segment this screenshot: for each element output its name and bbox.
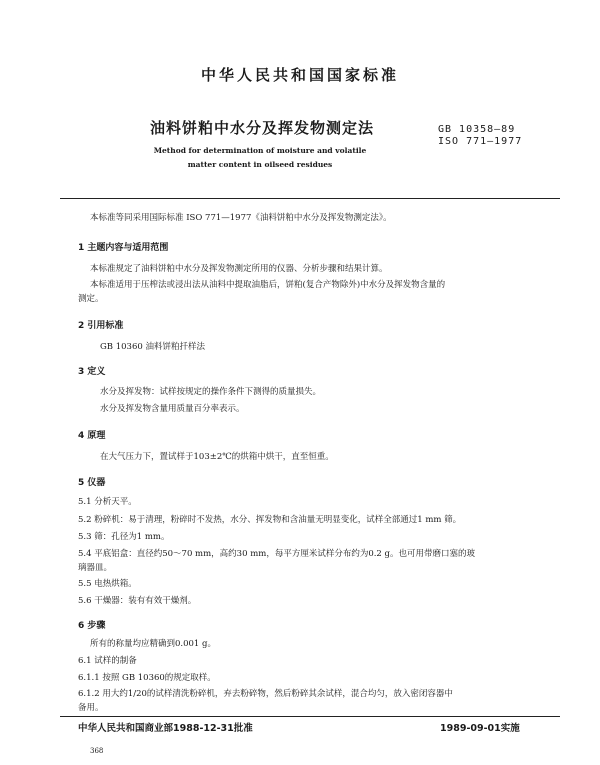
section-3-heading: 3 定义 — [78, 367, 106, 377]
section-4-heading: 4 原理 — [78, 431, 106, 441]
intro-paragraph: 本标准等同采用国际标准 ISO 771—1977《油料饼粕中水分及挥发物测定法》。 — [90, 213, 392, 223]
standard-title: 油料饼粕中水分及挥发物测定法 — [150, 119, 375, 137]
section-2-reference: GB 10360 油料饼粕扦样法 — [100, 342, 205, 352]
section-5-heading: 5 仪器 — [78, 478, 106, 488]
page-number: 368 — [90, 747, 104, 755]
section-6-para-1: 所有的称量均应精确到0.001 g。 — [90, 639, 216, 649]
section-5-item-2: 5.2 粉碎机：易于清理，粉碎时不发热，水分、挥发物和含油量无明显变化，试样全部通过1 mm 筛。 — [78, 515, 462, 525]
iso-number: ISO 771—1977 — [438, 136, 523, 147]
implementation-date: 1989-09-01实施 — [440, 723, 520, 734]
section-5-item-6: 5.6 干燥器：装有有效干燥剂。 — [78, 596, 197, 606]
section-6-1-2b: 备用。 — [78, 703, 104, 713]
section-6-1-heading: 6.1 试样的制备 — [78, 656, 137, 666]
section-3-para-2: 水分及挥发物含量用质量百分率表示。 — [100, 404, 245, 414]
section-1-heading: 1 主题内容与适用范围 — [78, 243, 169, 253]
gb-number: GB 10358—89 — [438, 124, 516, 135]
section-6-1-1: 6.1.1 按照 GB 10360的规定取样。 — [78, 673, 216, 683]
national-standard-heading: 中华人民共和国国家标准 — [200, 66, 399, 84]
section-1-para-2b: 测定。 — [78, 294, 104, 304]
approval-date: 中华人民共和国商业部1988-12-31批准 — [78, 723, 253, 734]
section-4-para-1: 在大气压力下，置试样于103±2℃的烘箱中烘干，直至恒重。 — [100, 452, 334, 462]
section-5-item-4-cont: 璃器皿。 — [78, 563, 113, 573]
section-5-item-5: 5.5 电热烘箱。 — [78, 579, 137, 589]
section-6-heading: 6 步骤 — [78, 621, 106, 631]
top-divider — [60, 198, 560, 199]
section-1-para-1: 本标准规定了油料饼粕中水分及挥发物测定所用的仪器、分析步骤和结果计算。 — [90, 264, 388, 274]
bottom-divider — [60, 716, 560, 717]
section-6-1-2a: 6.1.2 用大约1/20的试样清洗粉碎机，弃去粉碎物，然后粉碎其余试样，混合均匀，放入密闭容器中 — [78, 689, 453, 699]
section-5-item-4: 5.4 平底铝盒：直径约50～70 mm，高约30 mm，每平方厘米试样分布约为0.2 g。也可用带磨口塞的玻 — [78, 549, 475, 559]
section-2-heading: 2 引用标准 — [78, 321, 124, 331]
section-5-item-3: 5.3 筛：孔径为1 mm。 — [78, 532, 170, 542]
section-3-para-1: 水分及挥发物：试样按规定的操作条件下测得的质量损失。 — [100, 387, 322, 397]
english-title-line2: matter content in oilseed residues — [187, 160, 333, 169]
section-1-para-2a: 本标准适用于压榨法或浸出法从油料中提取油脂后，饼粕(复合产物除外)中水分及挥发物含量的 — [90, 280, 446, 290]
section-5-item-1: 5.1 分析天平。 — [78, 497, 137, 507]
english-title-line1: Method for determination of moisture and volatile — [153, 146, 367, 155]
